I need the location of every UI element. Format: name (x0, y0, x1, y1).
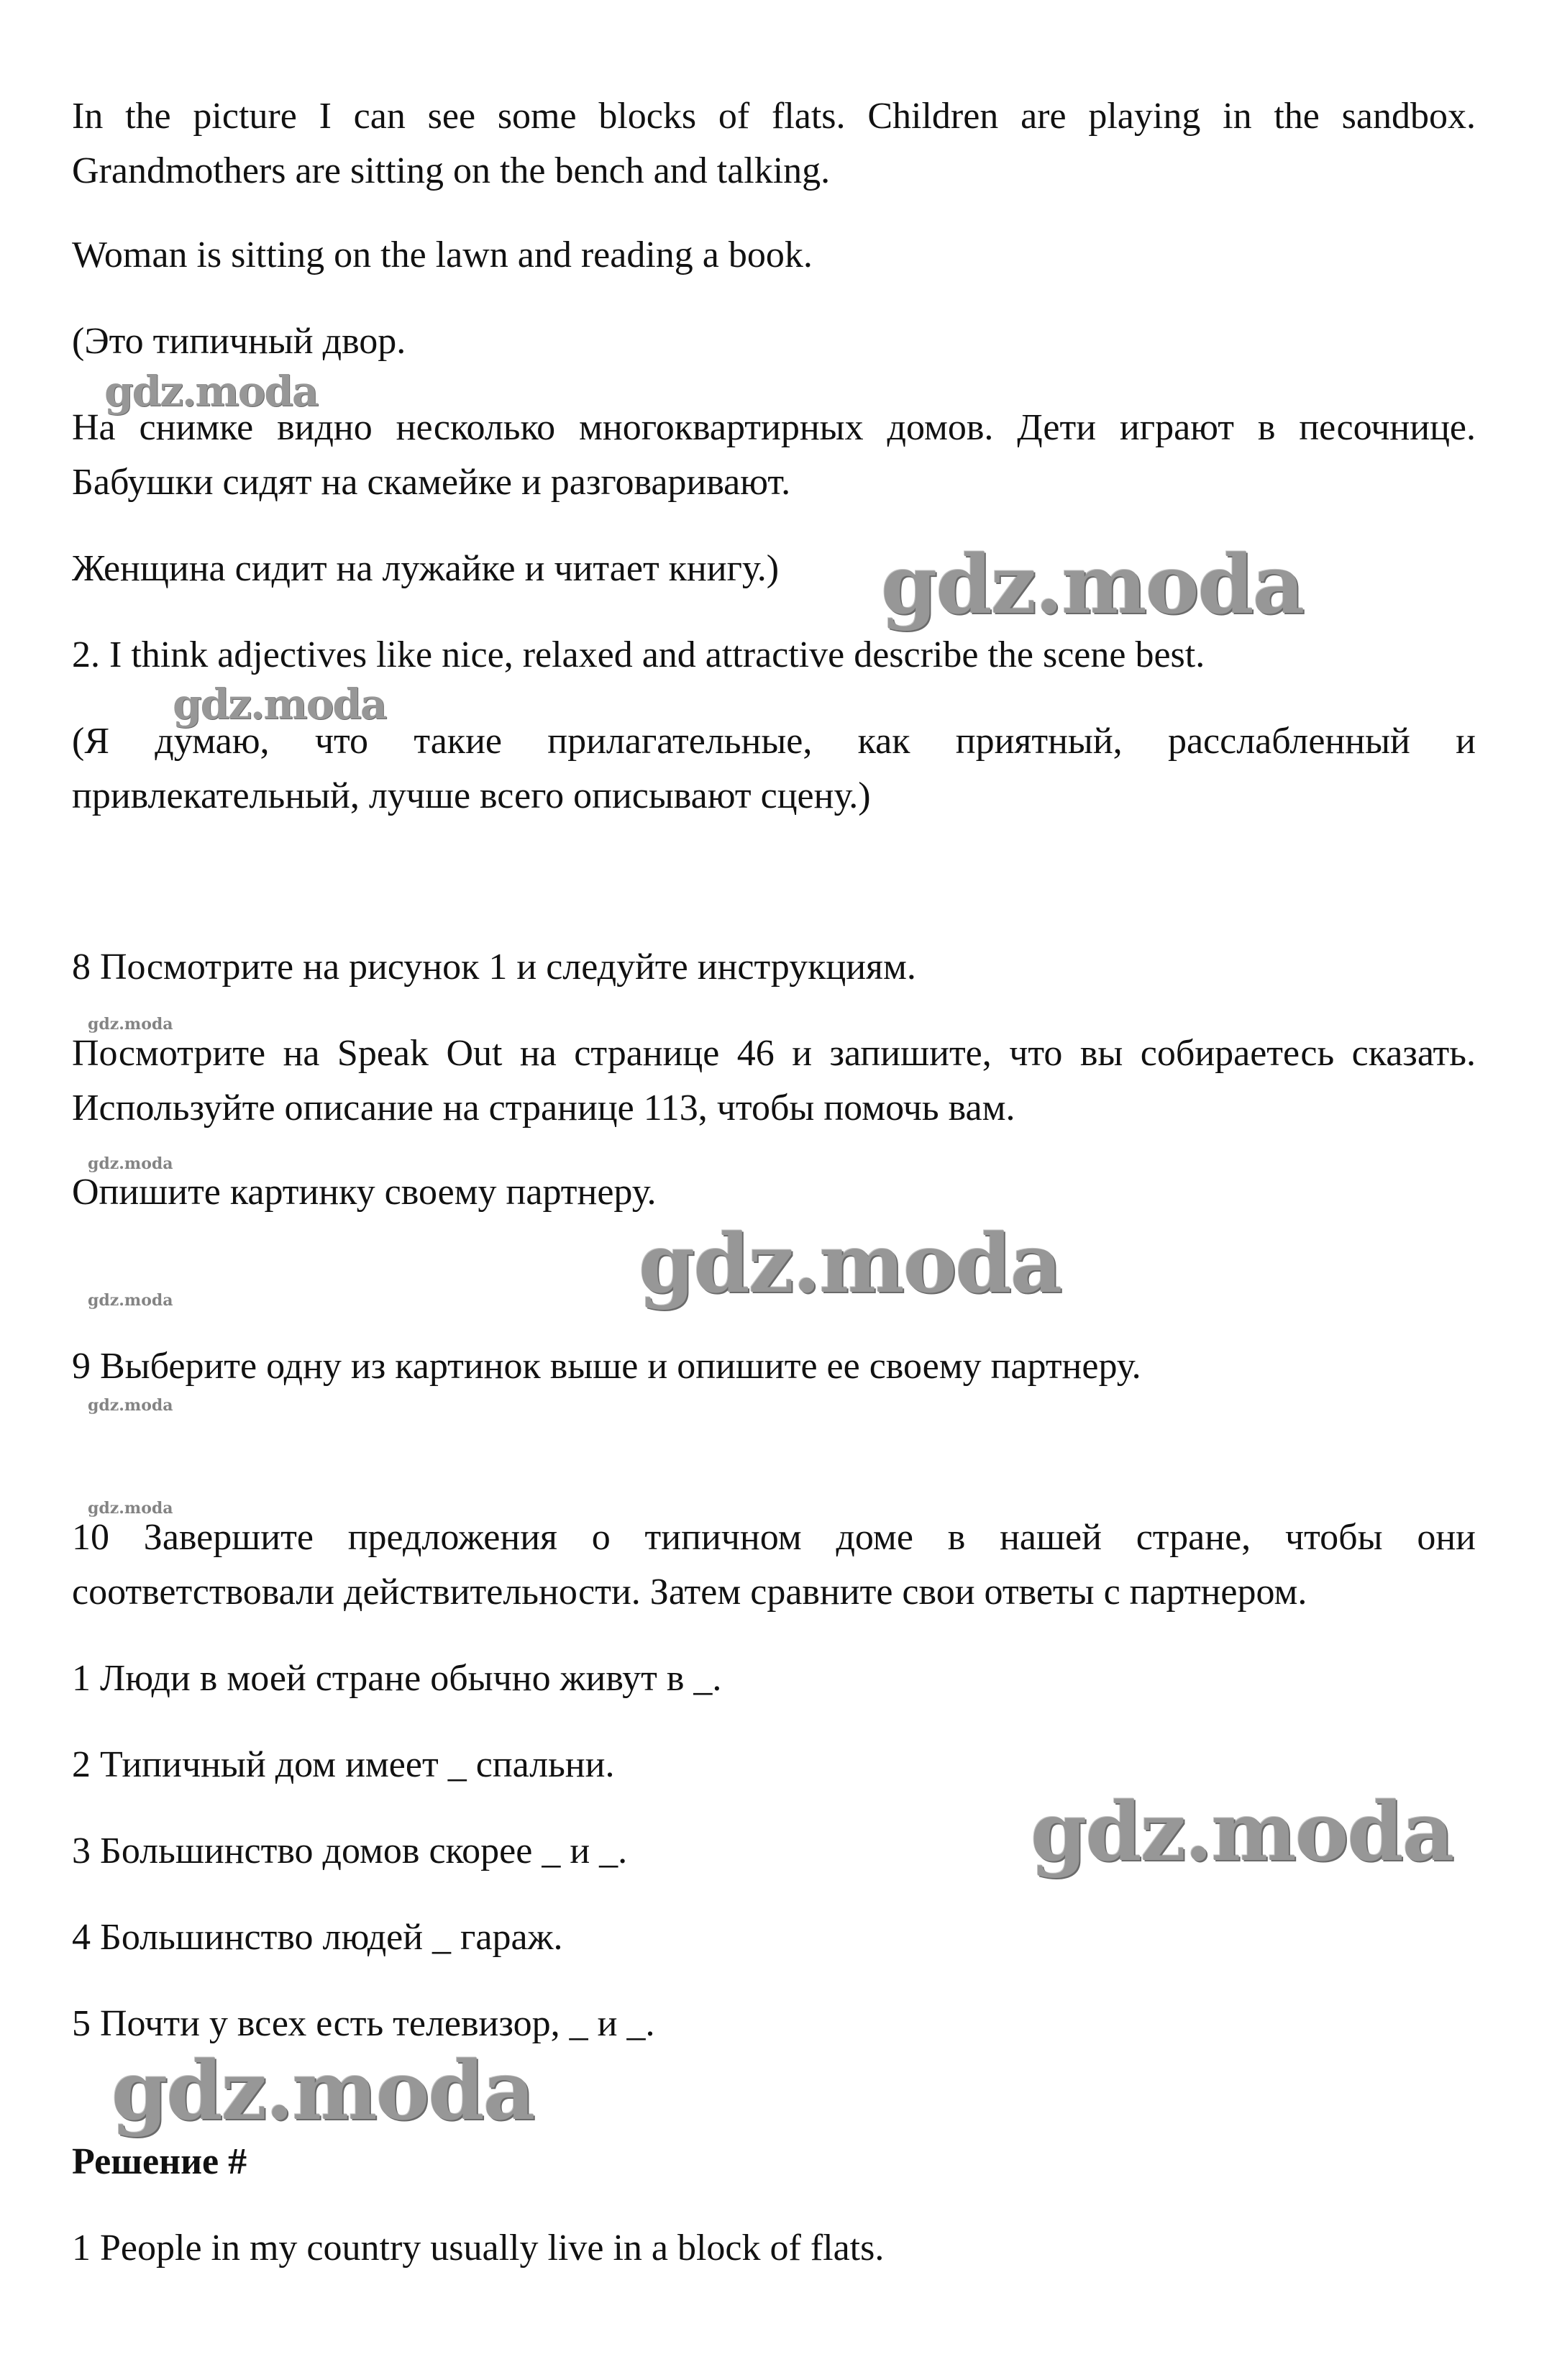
watermark-logo: gdz.moda (111, 2044, 534, 2138)
watermark-logo: gdz.moda (173, 680, 386, 729)
task-10-item-3: 3 Большинство домов скорее _ и _. (72, 1830, 628, 1871)
watermark-logo: gdz.moda (104, 367, 318, 416)
watermark-logo: gdz.moda (639, 1217, 1061, 1311)
watermark-logo: gdz.moda (88, 1015, 173, 1034)
task-10-heading: 10 Завершите предложения о типичном доме в нашей стране, чтобы они соответствовали действительности. Затем сравните свои ответы с партнером. (72, 1517, 1476, 1613)
paragraph-adjectives-translation: (Я думаю, что такие прилагательные, как приятный, расслабленный и привлекательный, лучше всего описывают сцену.) (72, 721, 1476, 816)
task-10-item-2: 2 Типичный дом имеет _ спальни. (72, 1744, 615, 1785)
watermark-logo: gdz.moda (88, 1499, 173, 1518)
watermark-logo: gdz.moda (88, 1154, 173, 1173)
solution-answer-1: 1 People in my country usually live in a block of flats. (72, 2228, 885, 2269)
watermark-logo: gdz.moda (88, 1291, 173, 1310)
paragraph-translation-houses: На снимке видно несколько многоквартирных домов. Дети играют в песочнице. Бабушки сидят на скамейке и разговаривают. (72, 407, 1476, 503)
solution-heading: Решение # (72, 2141, 247, 2182)
watermark-logo: gdz.moda (88, 1396, 173, 1415)
task-8-heading: 8 Посмотрите на рисунок 1 и следуйте инструкциям. (72, 947, 916, 988)
task-10-item-4: 4 Большинство людей _ гараж. (72, 1917, 563, 1958)
watermark-logo: gdz.moda (1031, 1785, 1453, 1879)
paragraph-woman-reading: Woman is sitting on the lawn and reading a book. (72, 234, 813, 275)
task-10-item-1: 1 Люди в моей стране обычно живут в _. (72, 1658, 722, 1699)
task-8-instructions: Посмотрите на Speak Out на странице 46 и запишите, что вы собираетесь сказать. Используйте описание на странице 113, чтобы помочь вам. (72, 1033, 1476, 1129)
paragraph-translation-woman: Женщина сидит на лужайке и читает книгу.) (72, 548, 780, 589)
paragraph-typical-yard: (Это типичный двор. (72, 321, 406, 362)
watermark-logo: gdz.moda (881, 538, 1304, 632)
task-9-heading: 9 Выберите одну из картинок выше и опишите ее своему партнеру. (72, 1346, 1141, 1387)
task-8-describe: Опишите картинку своему партнеру. (72, 1172, 657, 1213)
task-10-item-5: 5 Почти у всех есть телевизор, _ и _. (72, 2003, 655, 2044)
paragraph-picture-description: In the picture I can see some blocks of flats. Children are playing in the sandbox. Grandmothers are sitting on the bench and talking. (72, 96, 1476, 191)
paragraph-adjectives: 2. I think adjectives like nice, relaxed and attractive describe the scene best. (72, 634, 1205, 675)
